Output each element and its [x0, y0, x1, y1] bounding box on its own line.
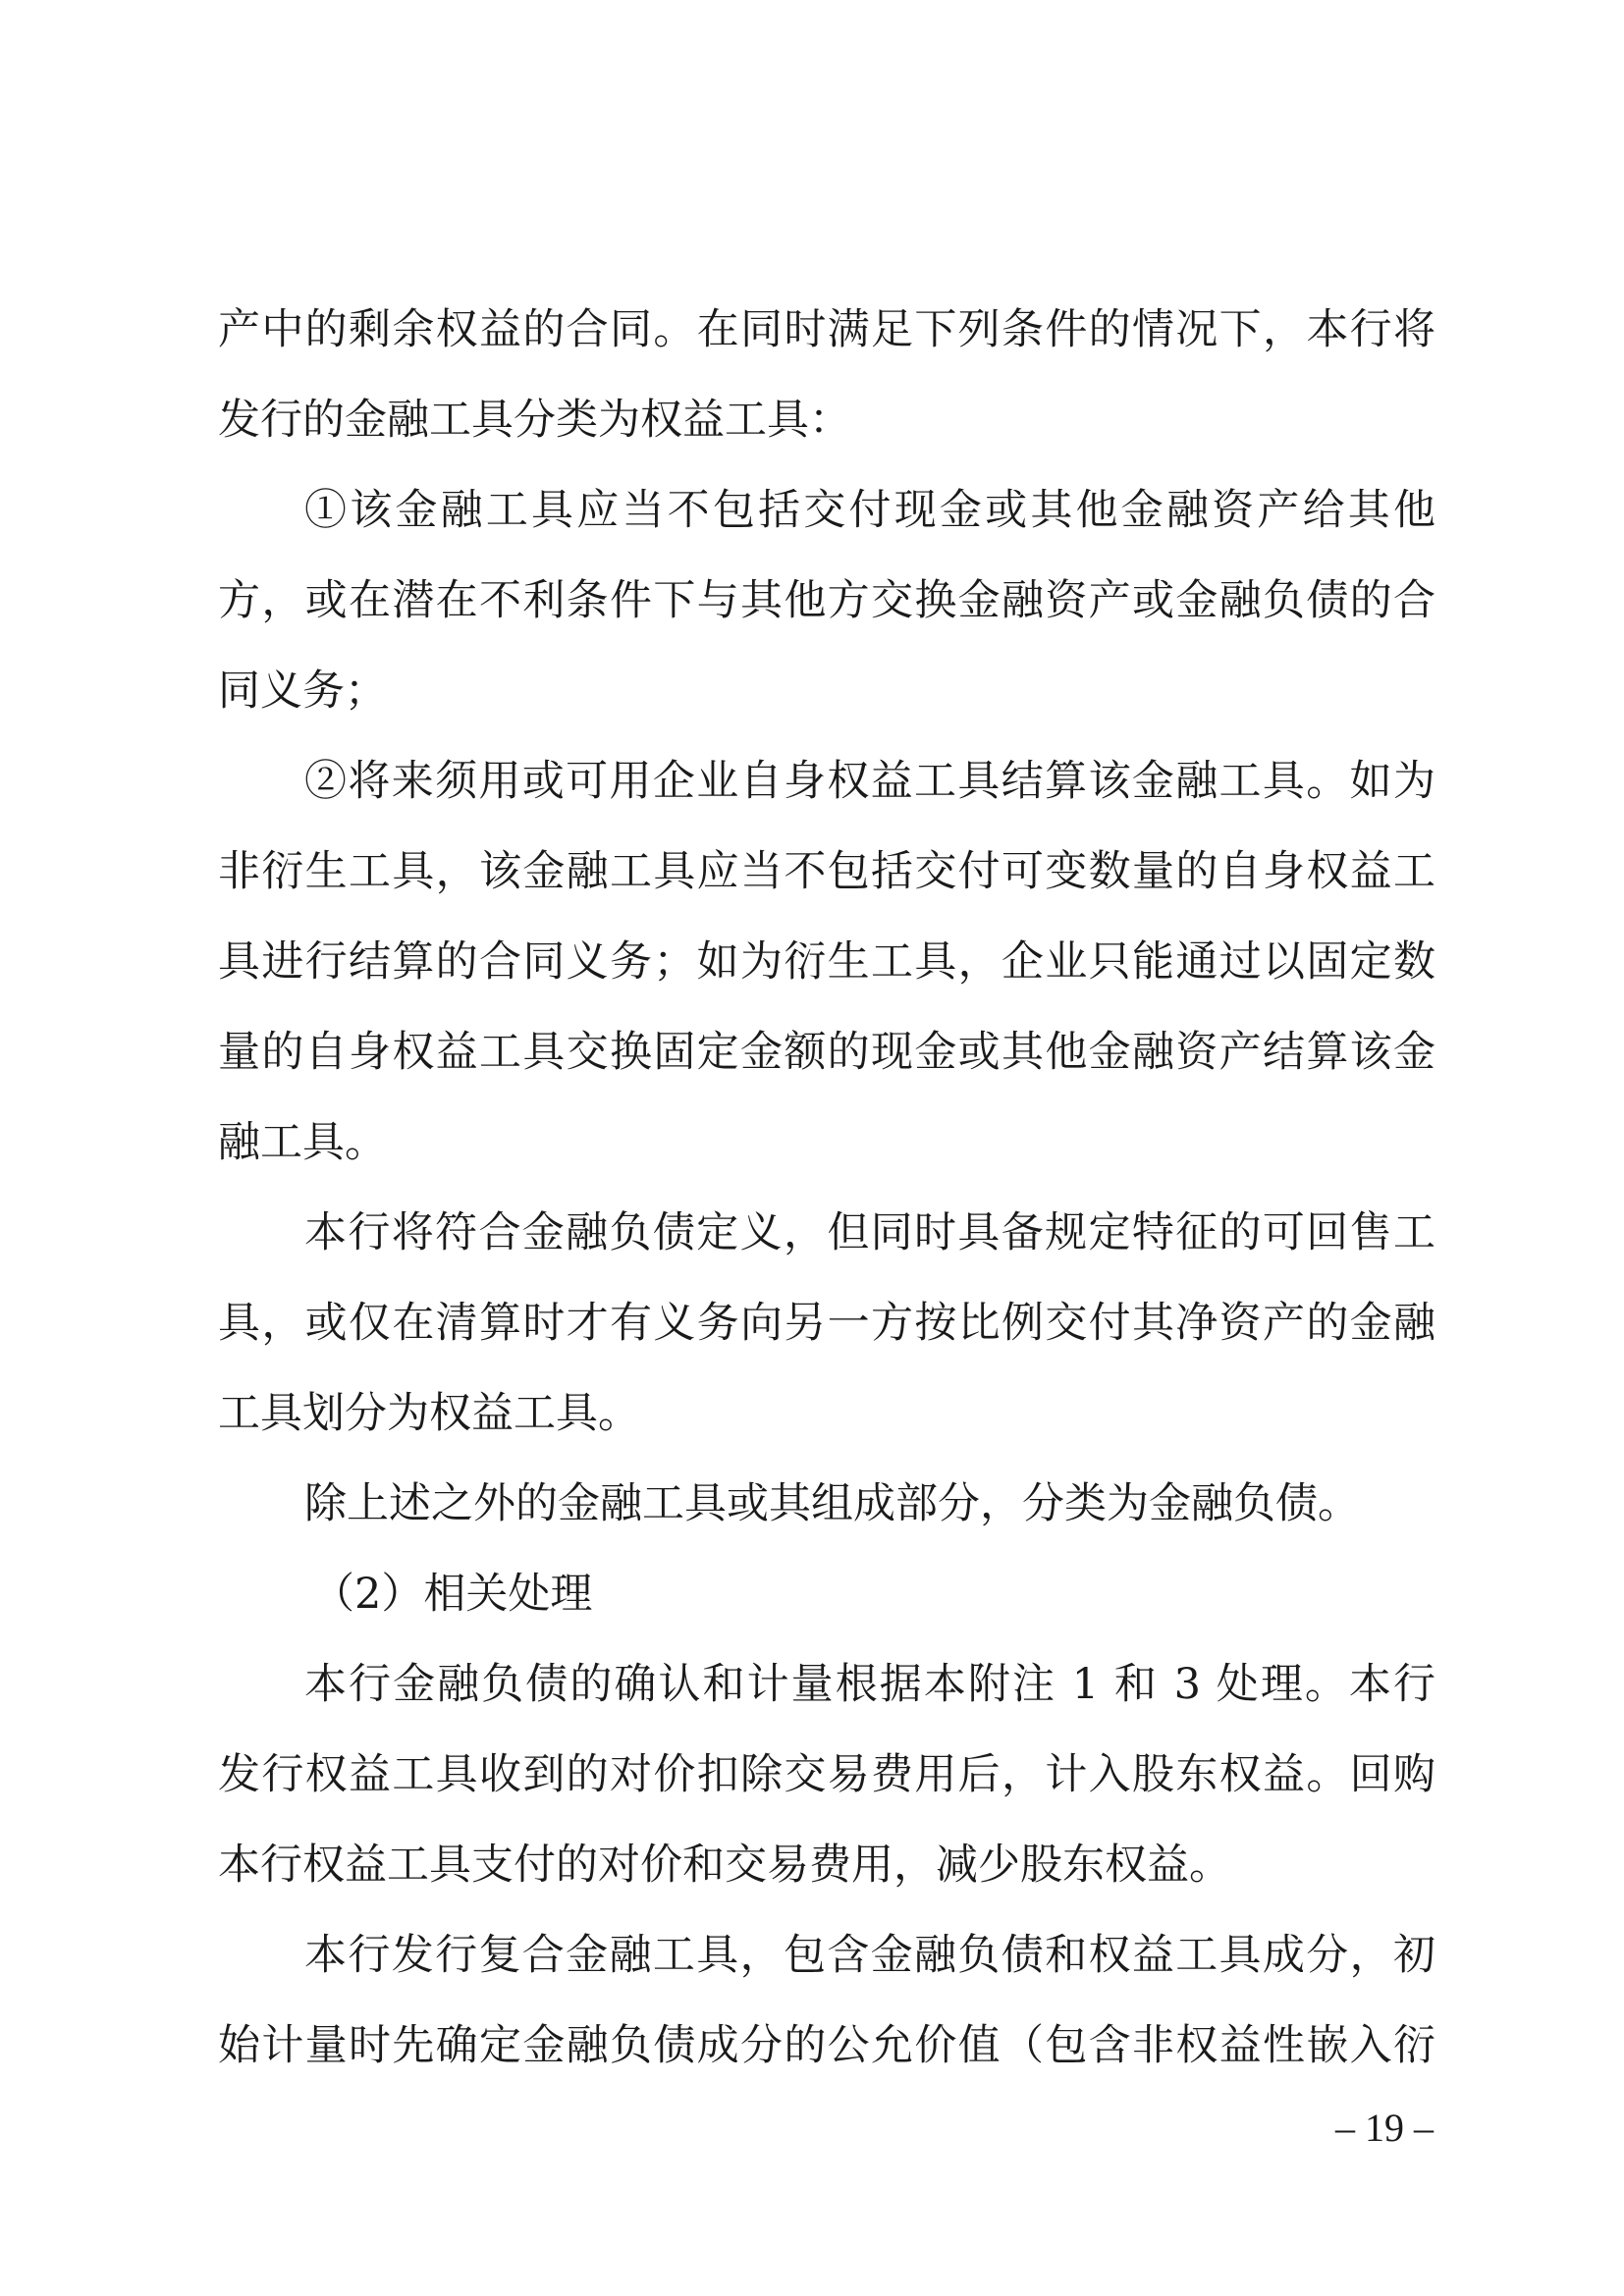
text-line: 本行将符合金融负债定义，但同时具备规定特征的可回售工 [304, 1208, 1435, 1257]
text-line: 始计量时先确定金融负债成分的公允价值（包含非权益性嵌入衍 [218, 2021, 1435, 2070]
section-heading: （2）相关处理 [312, 1570, 593, 1619]
text-line: 本行金融负债的确认和计量根据本附注 1 和 3 处理。本行 [304, 1660, 1435, 1709]
text-line: 工具划分为权益工具。 [218, 1389, 640, 1438]
text-line: 具，或仅在清算时才有义务向另一方按比例交付其净资产的金融 [218, 1299, 1435, 1348]
text-line: 本行权益工具支付的对价和交易费用，减少股东权益。 [218, 1841, 1231, 1890]
text-line: ②将来须用或可用企业自身权益工具结算该金融工具。如为 [304, 757, 1435, 806]
text-line: 除上述之外的金融工具或其组成部分，分类为金融负债。 [304, 1479, 1360, 1528]
text-line: 发行的金融工具分类为权益工具： [218, 396, 851, 445]
text-line: 同义务； [218, 667, 387, 716]
text-line: 融工具。 [218, 1118, 387, 1167]
text-line: 非衍生工具，该金融工具应当不包括交付可变数量的自身权益工 [218, 847, 1435, 896]
text-line: 本行发行复合金融工具，包含金融负债和权益工具成分，初 [304, 1931, 1435, 1980]
text-line: 发行权益工具收到的对价扣除交易费用后，计入股东权益。回购 [218, 1750, 1435, 1799]
text-line: 方，或在潜在不利条件下与其他方交换金融资产或金融负债的合 [218, 576, 1435, 625]
text-line: 产中的剩余权益的合同。在同时满足下列条件的情况下，本行将 [218, 305, 1435, 354]
text-line: 量的自身权益工具交换固定金额的现金或其他金融资产结算该金 [218, 1028, 1435, 1077]
body-text [218, 285, 1435, 2091]
text-line: 具进行结算的合同义务；如为衍生工具，企业只能通过以固定数 [218, 937, 1435, 987]
text-line: ①该金融工具应当不包括交付现金或其他金融资产给其他 [304, 486, 1435, 535]
page-number: – 19 – [1335, 2106, 1434, 2150]
